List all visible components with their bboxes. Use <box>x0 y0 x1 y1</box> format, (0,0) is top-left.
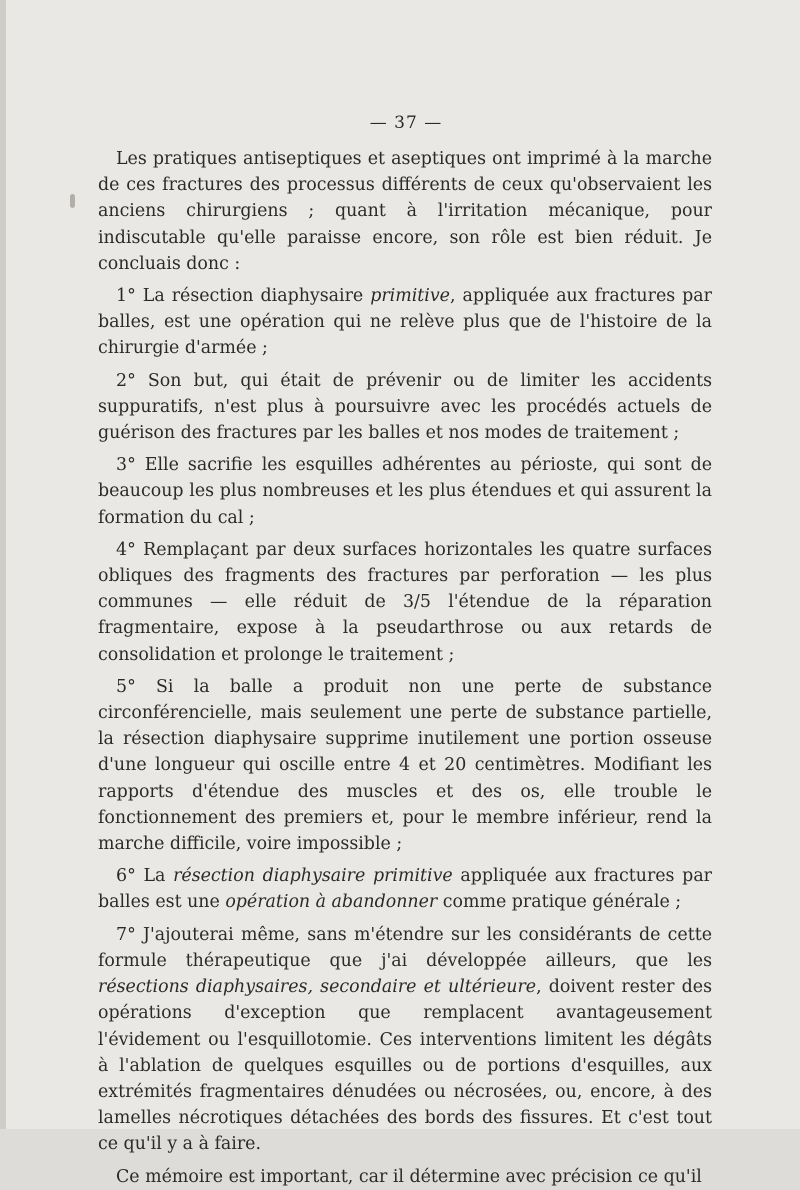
body-text <box>98 146 712 1190</box>
emphasis-operation-abandonner: opération à abandonner <box>225 892 438 913</box>
paragraph-point-2: 2° Son but, qui était de prévenir ou de limiter les accidents suppuratifs, n'est plus à poursuivre avec les procédés actuels de guérison des fractures par les balles et nos modes de traitement ; <box>98 370 712 444</box>
paragraph-point-1: 1° La résection diaphysaire primitive, appliquée aux fractures par balles, est une opération qui ne relève plus que de l'histoire de la chirurgie d'armée ; <box>98 286 712 359</box>
paragraph-closing: Ce mémoire est important, car il détermine avec précision ce qu'il <box>116 1166 702 1187</box>
page-number: — 37 — <box>369 113 443 133</box>
paper-blemish <box>70 194 75 208</box>
emphasis-primitive: primitive <box>370 286 450 307</box>
emphasis-resections-secondaire: résections diaphysaires, secondaire et ultérieure <box>98 977 537 998</box>
emphasis-resection-primitive: résection diaphysaire primitive <box>173 866 453 887</box>
paragraph-point-3: 3° Elle sacrifie les esquilles adhérentes au périoste, qui sont de beaucoup les plus nombreuses et les plus étendues et qui assurent la formation du cal ; <box>98 455 712 528</box>
paragraph-point-4: 4° Remplaçant par deux surfaces horizontales les quatre surfaces obliques des fragments des fractures par perforation — les plus communes — elle réduit de 3/5 l'étendue de la réparation fragmentaire, expose à la pseudarthrose ou aux retards de consolidation et prolonge le traitement ; <box>98 539 712 665</box>
paragraph-intro: Les pratiques antiseptiques et aseptiques ont imprimé à la marche de ces fractures des processus différents de ceux qu'observaient les anciens chirurgiens ; quant à l'irritation mécanique, pour indiscutable qu'elle paraisse encore, son rôle est bien réduit. Je concluais donc : <box>98 149 712 274</box>
paragraph-point-6: 6° La résection diaphysaire primitive appliquée aux fractures par balles est une opération à abandonner comme pratique générale ; <box>98 866 712 913</box>
paragraph-point-7: 7° J'ajouterai même, sans m'étendre sur les considérants de cette formule thérapeutique que j'ai développée ailleurs, que les résections diaphysaires, secondaire et ultérieure, doivent rester des opérations d'exception que remplacent avantageusement l'évidement ou l'esquillotomie. Ces interventions limitent les dégâts à l'ablation de quelques esquilles ou de portions d'esquilles, aux extrémités fragmentaires dénudées ou nécrosées, ou, encore, à des lamelles nécrotiques détachées des bords des fissures. Et c'est tout ce qu'il y a à faire. <box>98 924 712 1155</box>
paragraph-point-5: 5° Si la balle a produit non une perte de substance circonférencielle, mais seulement une perte de substance partielle, la résection diaphysaire supprime inutilement une portion osseuse d'une longueur qui oscille entre 4 et 20 centimètres. Modifiant les rapports d'étendue des muscles et des os, elle trouble le fonctionnement des premiers et, pour le membre inférieur, rend la marche difficile, voire impossible ; <box>98 676 712 855</box>
